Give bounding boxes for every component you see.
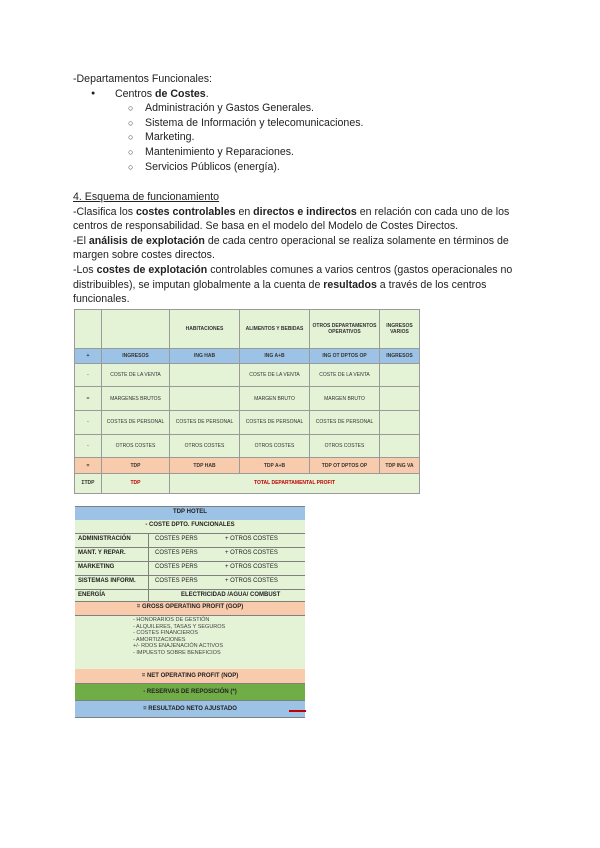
row-value: + OTROS COSTES	[225, 536, 278, 542]
row-value: + OTROS COSTES	[225, 550, 278, 556]
table-cell	[170, 387, 240, 411]
table-cell: TDP HAB	[170, 458, 240, 473]
paragraph-2	[73, 234, 533, 263]
paragraph-1	[73, 205, 533, 234]
row-value: ELECTRICIDAD /AGUA/ COMBUST	[181, 592, 281, 598]
table-cell: COSTES DE PERSONAL	[170, 411, 240, 435]
list-item: ○ Marketing.	[73, 130, 533, 145]
list-item: ○ Sistema de Información y telecomunicaciones.	[73, 116, 533, 131]
table-cell: -	[75, 363, 102, 387]
p3-text: a través de los centros funcionales.	[73, 278, 487, 306]
bullet-suffix: .	[205, 87, 209, 100]
row-value: COSTES PERS	[155, 564, 198, 570]
tdp-hotel-row	[75, 506, 305, 521]
p1-bold: directos e indirectos	[253, 205, 357, 218]
functional-cost-row	[75, 520, 305, 534]
row-value: COSTES PERS	[155, 578, 198, 584]
row-value: + OTROS COSTES	[225, 564, 278, 570]
table-cell: TOTAL DEPARTAMENTAL PROFIT	[170, 473, 420, 493]
red-marker-line	[289, 710, 306, 712]
p2-text: de cada centro operacional se realiza solamente en términos de margen sobre costes directos.	[73, 234, 509, 262]
table-cell: TDP OT DPTOS OP	[310, 458, 380, 473]
table-cell: -	[75, 411, 102, 435]
scheme-section	[73, 190, 533, 307]
list-item: ○ Administración y Gastos Generales.	[73, 101, 533, 116]
row-value: COSTES PERS	[155, 536, 198, 542]
table-cell: COSTE DE LA VENTA	[240, 363, 310, 387]
cost-centers-item	[73, 87, 533, 102]
deduction-item: - ALQUILERES, TASAS Y SEGUROS	[133, 623, 226, 630]
table-cell: ING OT DPTOS OP	[310, 348, 380, 363]
row-label: MARKETING	[78, 564, 115, 570]
departments-section	[73, 72, 533, 174]
table-cell	[380, 434, 420, 458]
table-cell: INGRESOS	[102, 348, 170, 363]
hotel-results-table	[75, 506, 305, 717]
deductions-block	[75, 616, 305, 670]
table-cell: -	[75, 434, 102, 458]
table-cell: +	[75, 348, 102, 363]
table-cell: MARGENES BRUTOS	[102, 387, 170, 411]
table-cell: OTROS COSTES	[170, 434, 240, 458]
p1-text: en relación con cada uno de los centros de responsabilidad. Se basa en el modelo del Modelo de Costes Directos.	[73, 205, 510, 233]
header-cell	[75, 310, 102, 349]
table-row	[75, 411, 420, 435]
table-cell: TDP A+B	[240, 458, 310, 473]
p2-text: -El	[73, 234, 89, 247]
p1-text: en	[235, 205, 254, 218]
list-item: ○ Servicios Públicos (energía).	[73, 160, 533, 175]
deduction-item: - COSTES FINANCIEROS	[133, 630, 199, 637]
table-row	[75, 562, 305, 576]
table-cell	[380, 363, 420, 387]
p3-text: -Los	[73, 263, 97, 276]
table-row	[75, 458, 420, 473]
table-cell: =	[75, 458, 102, 473]
table-row	[75, 534, 305, 548]
scheme-heading: 4. Esquema de funcionamiento	[73, 191, 220, 203]
adjusted-result-row	[75, 701, 305, 718]
paragraph-3	[73, 263, 533, 307]
table-cell: COSTES DE PERSONAL	[310, 411, 380, 435]
p2-bold: análisis de explotación	[88, 234, 205, 247]
table-cell: TDP	[102, 458, 170, 473]
table-cell: INGRESOS	[380, 348, 420, 363]
p3-bold: resultados	[323, 278, 377, 291]
p1-text: -Clasifica los	[73, 205, 136, 218]
nop-label: = NET OPERATING PROFIT (NOP)	[141, 673, 239, 679]
departments-heading: -Departamentos Funcionales:	[73, 73, 212, 85]
table-cell: OTROS COSTES	[310, 434, 380, 458]
table-cell: ING HAB	[170, 348, 240, 363]
reserves-row	[75, 684, 305, 701]
energy-row	[75, 590, 305, 602]
p3-bold: costes de explotación	[96, 263, 208, 276]
table-cell: COSTE DE LA VENTA	[310, 363, 380, 387]
gop-label: = GROSS OPERATING PROFIT (GOP)	[136, 604, 244, 610]
table-row	[75, 548, 305, 562]
table-row	[75, 434, 420, 458]
row-label: ENERGÍA	[78, 592, 106, 598]
table-cell: =	[75, 387, 102, 411]
departmental-profit-table	[74, 309, 419, 494]
bullet-bold: de Costes	[155, 87, 206, 100]
row-label: ADMINISTRACIÓN	[78, 536, 131, 542]
table-row	[75, 576, 305, 590]
adjusted-result-label: = RESULTADO NETO AJUSTADO	[143, 706, 237, 712]
reserves-label: - RESERVAS DE REPOSICIÓN (*)	[143, 689, 237, 695]
table-row	[75, 387, 420, 411]
table-title: TDP HOTEL	[173, 509, 207, 515]
list-item: ○ Mantenimiento y Reparaciones.	[73, 145, 533, 160]
table-cell: TDP	[102, 473, 170, 493]
table-cell: COSTES DE PERSONAL	[102, 411, 170, 435]
row-value: COSTES PERS	[155, 550, 198, 556]
table-row	[75, 363, 420, 387]
centers-list	[73, 87, 533, 102]
table-cell: MARGEN BRUTO	[240, 387, 310, 411]
table-header-row	[75, 310, 420, 349]
deduction-item: - AMORTIZACIONES	[133, 636, 186, 643]
deduction-item: - HONORARIOS DE GESTIÓN	[133, 617, 210, 623]
table-cell: TDP ING VA	[380, 458, 420, 473]
row-label: SISTEMAS INFORM.	[78, 578, 136, 584]
row-value: + OTROS COSTES	[225, 578, 278, 584]
table-cell: OTROS COSTES	[102, 434, 170, 458]
header-cell: OTROS DEPARTAMENTOS OPERATIVOS	[310, 310, 380, 349]
gop-row	[75, 602, 305, 616]
table-cell: OTROS COSTES	[240, 434, 310, 458]
p3-text: controlables comunes a varios centros (gastos operacionales no distribuibles), se imputan globalmente a la cuenta de	[73, 263, 513, 291]
table-cell: MARGEN BRUTO	[310, 387, 380, 411]
header-cell: ALIMENTOS Y BEBIDAS	[240, 310, 310, 349]
header-cell: HABITACIONES	[170, 310, 240, 349]
header-cell	[102, 310, 170, 349]
bullet-prefix: Centros	[115, 87, 156, 100]
table-cell	[380, 411, 420, 435]
table-row	[75, 348, 420, 363]
table-row	[75, 473, 420, 493]
deduction-item: +/- RDOS ENAJENACIÓN ACTIVOS	[133, 643, 224, 650]
cost-centers-sublist	[73, 101, 533, 174]
header-cell: INGRESOS VARIOS	[380, 310, 420, 349]
table-cell	[170, 363, 240, 387]
table-cell	[380, 387, 420, 411]
table-subtitle: - COSTE DPTO. FUNCIONALES	[145, 522, 235, 528]
deduction-item: - IMPUESTO SOBRE BENEFICIOS	[133, 649, 221, 656]
table-cell: ΣTDP	[75, 473, 102, 493]
table-cell: ING A+B	[240, 348, 310, 363]
table-cell: COSTE DE LA VENTA	[102, 363, 170, 387]
table-cell: COSTES DE PERSONAL	[240, 411, 310, 435]
p1-bold: costes controlables	[136, 205, 236, 218]
nop-row	[75, 669, 305, 684]
row-label: MANT. Y REPAR.	[78, 550, 126, 556]
